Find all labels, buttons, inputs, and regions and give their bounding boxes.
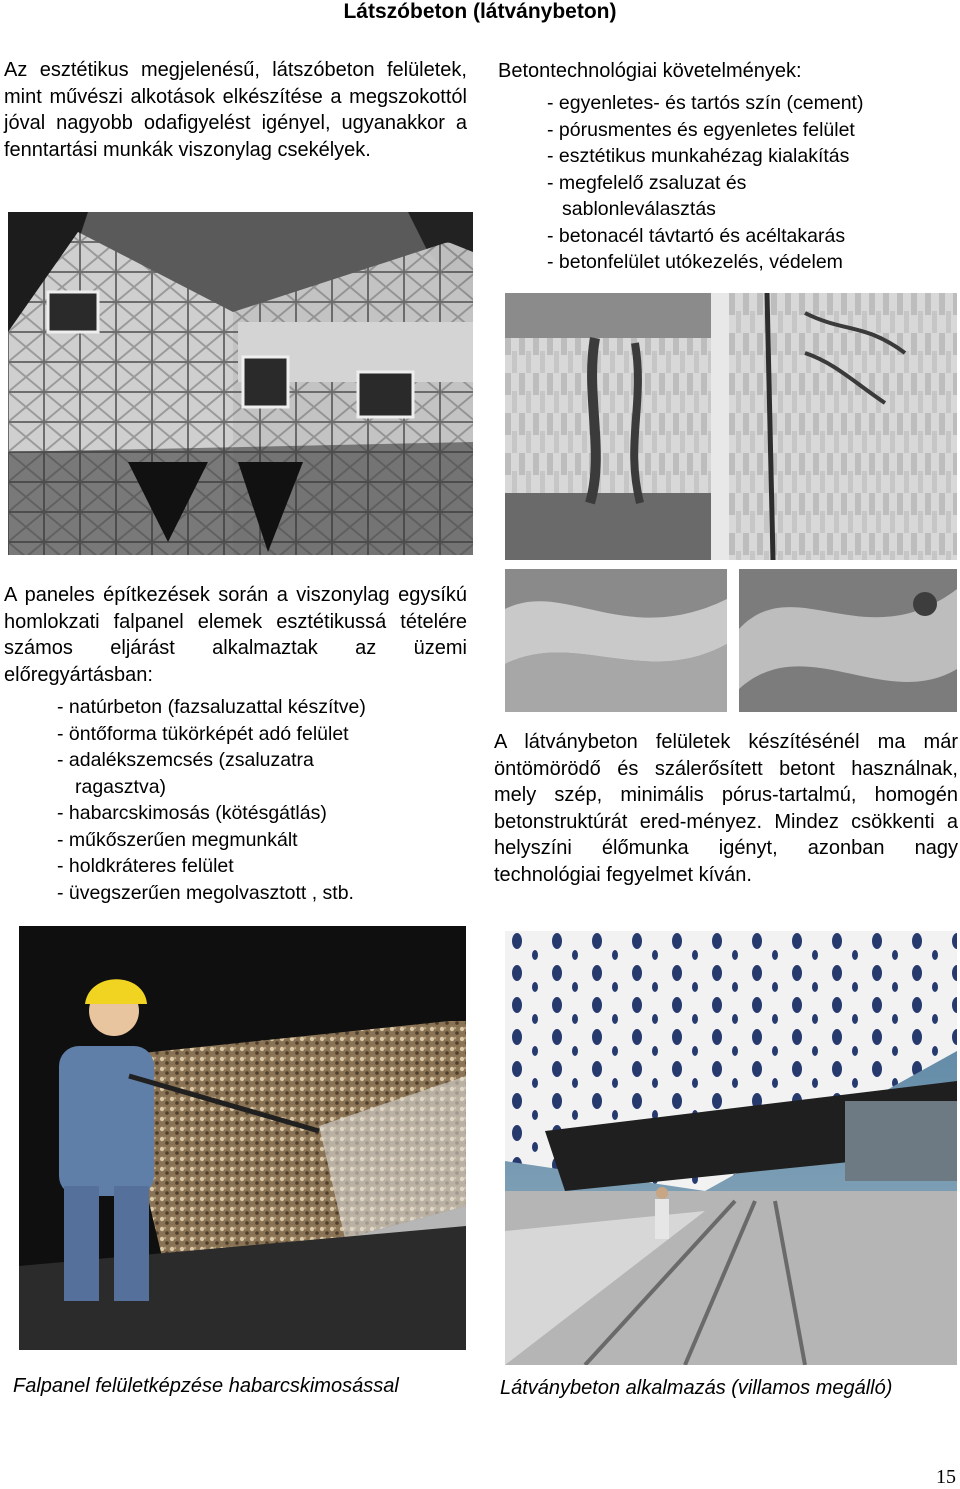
list-item: - betonacél távtartó és acéltakarás	[547, 224, 846, 247]
list-item: - egyenletes- és tartós szín (cement)	[547, 92, 864, 114]
list-item: - pórusmentes és egyenletes felület	[547, 118, 855, 141]
page-title: Látszóbeton (látványbeton)	[343, 0, 617, 23]
list-item: - natúrbeton (fazsaluzattal készítve)	[57, 696, 366, 718]
list-item: ragasztva)	[75, 775, 167, 798]
list-item: - öntőforma tükörképét adó felület	[57, 722, 349, 745]
textured-wall-photo	[505, 293, 957, 560]
methods-list	[57, 694, 477, 906]
intro-paragraph: Az esztétikus megjelenésű, látszóbeton felületek, mint művészi alkotások elkészítése a megszokottól jóval nagyobb odafigyelést igényel, ugyanakkor a fenntartási munkák viszonylag csekélyek.	[4, 59, 467, 161]
list-item: - adalékszemcsés (zsaluzatra	[57, 749, 314, 771]
list-item: - holdkráteres felület	[57, 855, 234, 877]
caption-left: Falpanel felületképzése habarcskimosással	[13, 1375, 399, 1397]
caption-right: Látványbeton alkalmazás (villamos megálló)	[500, 1377, 893, 1399]
wavy-concrete-photo	[505, 569, 957, 712]
list-item: - esztétikus munkahézag kialakítás	[547, 145, 850, 167]
requirements-list	[547, 90, 953, 276]
list-item: - üvegszerűen megolvasztott , stb.	[57, 881, 354, 904]
panel-paragraph: A paneles építkezések során a viszonylag egysíkú homlokzati falpanel elemek esztétikussá tételére számos eljárást alkalmaztak az üzemi előregyártásban:	[4, 584, 467, 686]
washing-panel-photo	[19, 926, 466, 1350]
list-item: - betonfelület utókezelés, védelem	[547, 251, 843, 273]
list-item: sablonleválasztás	[562, 198, 716, 220]
tram-stop-photo	[505, 931, 957, 1365]
list-item: - habarcskimosás (kötésgátlás)	[57, 802, 327, 824]
requirements-heading: Betontechnológiai követelmények:	[498, 60, 802, 82]
facade-photo	[8, 212, 473, 555]
page-number: 15	[936, 1466, 956, 1488]
list-item: - műkőszerűen megmunkált	[57, 828, 298, 851]
visual-concrete-paragraph: A látványbeton felületek készítésénél ma már öntömörödő és szálerősített betont használnak, mely szép, minimális pórus-tartalmú, homogén betonstruktúrát ered-ményez. Mindez csökkenti a helyszíni élőmunka igényt, azonban nagy technológiai fegyelmet kíván.	[494, 731, 958, 886]
list-item: - megfelelő zsaluzat és	[547, 171, 747, 194]
requirements-block	[498, 58, 953, 276]
